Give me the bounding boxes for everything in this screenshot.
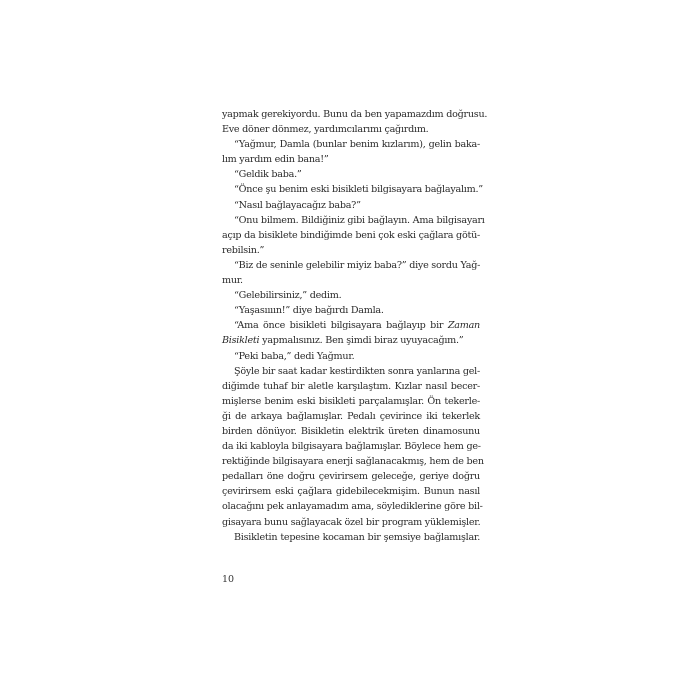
line-text: da iki kabloyla bilgisayara bağlamışlar. Böylece hem ge- <box>222 441 481 453</box>
line-text: pedalları öne doğru çevirirsem geleceğe, geriye doğru <box>222 471 480 483</box>
text-line <box>222 228 480 243</box>
text-line <box>222 469 480 484</box>
book-page-text <box>222 107 488 545</box>
text-line <box>222 409 480 424</box>
line-text: “Önce şu benim eski bisikleti bilgisayara bağlayalım.” <box>234 184 483 196</box>
line-text: “Biz de seninle gelebilir miyiz baba?” diye sordu Yağ- <box>234 259 481 271</box>
line-text: Bisikletin tepesine kocaman bir şemsiye bağlamışlar. <box>234 531 480 543</box>
line-text: gisayara bunu sağlayacak özel bir program yüklemişler. <box>222 516 481 528</box>
line-text: ği de arkaya bağlamışlar. Pedalı çevirince iki tekerlek <box>222 410 480 422</box>
line-text: lım yardım edin bana!” <box>222 154 329 166</box>
line-text: yapmalısınız. Ben şimdi biraz uyuyacağım.” <box>259 335 464 347</box>
text-line <box>222 499 483 514</box>
text-line <box>222 122 480 137</box>
line-text: birden dönüyor. Bisikletin elektrik üreten dinamosunu <box>222 425 480 437</box>
text-line <box>222 424 480 439</box>
text-line <box>222 258 480 273</box>
line-text: “Ama önce bisikleti bilgisayara bağlayıp bir <box>234 320 448 332</box>
text-line <box>222 137 480 152</box>
text-line <box>222 318 480 333</box>
text-line <box>222 107 488 122</box>
italic-title-fragment: Zaman <box>447 320 480 332</box>
line-text: “Onu bilmem. Bildiğiniz gibi bağlayın. Ama bilgisayarı <box>234 214 485 226</box>
line-text: olacağını pek anlayamadım ama, söylediklerine göre bil- <box>222 501 483 513</box>
line-text: diğimde tuhaf bir aletle karşılaştım. Kızlar nasıl becer- <box>222 380 480 392</box>
text-line <box>222 364 480 379</box>
text-line <box>222 167 480 182</box>
text-line <box>222 454 484 469</box>
line-text: mişlerse benim eski bisikleti parçalamışlar. Ön tekerle- <box>222 395 480 407</box>
line-text: “Geldik baba.” <box>234 169 302 181</box>
line-text: “Nasıl bağlayacağız baba?” <box>234 199 361 211</box>
text-line <box>222 333 480 348</box>
text-line <box>222 530 480 545</box>
text-line <box>222 484 480 499</box>
line-text: “Peki baba,” dedi Yağmur. <box>234 350 355 362</box>
line-text: “Yağmur, Damla (bunlar benim kızlarım), gelin baka- <box>234 139 480 151</box>
text-line <box>222 394 480 409</box>
text-line <box>222 288 480 303</box>
line-text: çevirirsem eski çağlara gidebilecekmişim. Bunun nasıl <box>222 486 480 498</box>
line-text: rektiğinde bilgisayara enerji sağlanacakmış, hem de ben <box>222 456 484 468</box>
text-line <box>222 273 480 288</box>
italic-title-fragment: Bisikleti <box>222 335 260 347</box>
line-text: Eve döner dönmez, yardımcılarımı çağırdım. <box>222 124 429 136</box>
text-line <box>222 515 480 530</box>
text-line <box>222 349 480 364</box>
text-line <box>222 152 480 167</box>
line-text: Şöyle bir saat kadar kestirdikten sonra yanlarına gel- <box>234 365 480 377</box>
line-text: “Yaşasıııın!” diye bağırdı Damla. <box>234 305 384 317</box>
page-number: 10 <box>222 574 235 585</box>
text-line <box>222 439 480 454</box>
text-line <box>222 213 485 228</box>
line-text: “Gelebilirsiniz,” dedim. <box>234 290 342 302</box>
text-line <box>222 379 480 394</box>
line-text: yapmak gerekiyordu. Bunu da ben yapamazdım doğrusu. <box>222 109 488 120</box>
line-text: açıp da bisiklete bindiğimde beni çok eski çağlara götü- <box>222 229 480 241</box>
line-text: rebilsin.” <box>222 244 265 256</box>
line-text: mur. <box>222 275 243 287</box>
text-line <box>222 303 480 318</box>
text-line <box>222 198 480 213</box>
text-line <box>222 182 483 197</box>
text-line <box>222 243 480 258</box>
